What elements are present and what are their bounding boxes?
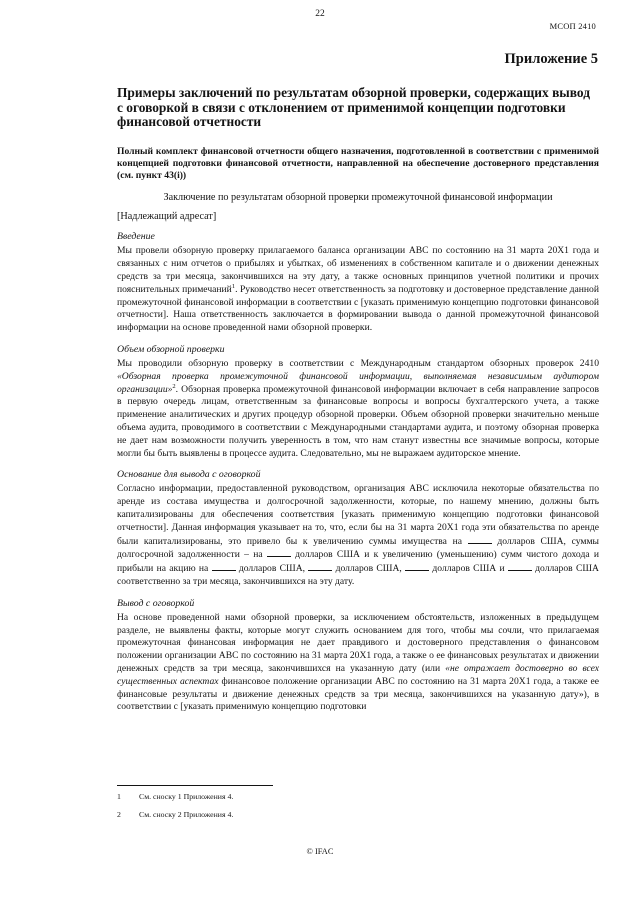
addressee: [Надлежащий адресат] [117,211,217,223]
report-title: Заключение по результатам обзорной проверки промежуточной финансовой информации [163,192,553,204]
document-title: Примеры заключений по результатам обзорной проверки, содержащих вывод с оговоркой в связи с отклонением от применимой концепции подготовки финансовой отчетности [117,85,590,130]
copyright-notice: © IFAC [306,847,334,856]
basis-paragraph: Согласно информации, предоставленной руководством, организация АВС исключила некоторые обязательства по аренде из состава имущества и долгосрочной задолженности, которые, по нашему мнению, должны быть капитализированы для обеспечения соответствия [указать применимую концепцию подготовки финансовой отчетности]. Данная информация указывает на то, что, если бы на 31 марта 20Х1 года эти обязательства по аренде были капитализированы, это привело бы к увеличению суммы имущества на долларов США, суммы долгосрочной задолженности – на долларов США и к увеличению (уменьшению) сумм чистого дохода и прибыли на акцию на долларов США, долларов США, долларов США и долларов США соответственно за три месяца, закончившихся на эту дату. [117,483,599,587]
blank-field[interactable] [468,535,492,544]
page-number: 22 [315,9,325,19]
document-subtitle: Полный комплект финансовой отчетности общего назначения, подготовленной в соответствии с применимой концепцией подготовки финансовой отчетности, направленной на обеспечение достоверного представления (см. пункт 43(i)) [117,145,599,182]
section-heading-basis: Основание для вывода с оговоркой [117,469,261,481]
footnote-divider [117,785,273,786]
introduction-paragraph: Мы провели обзорную проверку прилагаемого баланса организации АВС по состоянию на 31 марта 20Х1 года и связанных с ним отчетов о прибылях и убытках, об изменениях в собственном капитале и о движении денежных средств за три месяца, закончившихся на эту дату, а также основных принципов учетной политики и прочих пояснительных примечаний$^1$. Руководство несет ответственность за подготовку и достоверное представление данной промежуточной финансовой информации в соответствии с [указать применимую концепцию подготовки финансовой отчетности]. Наша ответственность заключается в формировании вывода о данной промежуточной финансовой информации на основе проведенной нами обзорной проверки. [117,245,599,334]
section-heading-conclusion: Вывод с оговоркой [117,597,195,609]
appendix-label: Приложение 5 [504,51,598,67]
section-heading-scope: Объем обзорной проверки [117,343,225,355]
conclusion-paragraph: На основе проведенной нами обзорной проверки, за исключением обстоятельств, изложенных в предыдущем разделе, не выявлены факты, которые могут служить основанием для того, чтобы мы сочли, что прилагаемая промежуточная финансовая информация не дает правдивого и достоверного представления о финансовом положении организации АВС по состоянию на 31 марта 20Х1 года, а также о ее финансовых результатах и движении денежных средств за три месяца, закончившихся на указанную дату (или «не отражает достоверно во всех существенных аспектах финансовое положение организации АВС по состоянию на 31 марта 20Х1 года, а также ее финансовые результаты и движение денежных средств за три месяца, закончившихся на указанную дату»), в соответствии с [указать применимую концепцию подготовки [117,611,600,713]
scope-paragraph: Мы проводили обзорную проверку в соответствии с Международным стандартом обзорных проверок 2410 «Обзорная проверка промежуточной финансовой информации, выполняемая независимым аудитором организации»$^2$. Обзорная проверка промежуточной финансовой информации включает в себя направление запросов в первую очередь лицам, ответственным за финансовые вопросы и вопросы бухгалтерского учета, а также применение аналитических и других процедур обзорной проверки. Объем обзорной проверки значительно меньше объема аудита, проводимого в соответствии с Международными стандартами аудита, и поэтому обзорная проверка не дает нам возможности получить уверенность в том, что нам станут известны все значимые вопросы, которые могли бы быть выявлены в процессе аудита. Следовательно, мы не выражаем аудиторское мнение. [117,357,599,459]
footnote-1: 1 См. сноску 1 Приложения 4. [117,792,234,801]
document-body [117,86,599,723]
blank-field[interactable] [508,562,532,571]
document-code: МСОП 2410 [549,21,596,31]
blank-field[interactable] [267,548,291,557]
footnote-ref-2[interactable]: 2 [172,382,176,390]
footnote-2: 2 См. сноску 2 Приложения 4. [117,810,234,819]
blank-field[interactable] [308,562,332,571]
blank-field[interactable] [405,562,429,571]
footnote-ref-1[interactable]: 1 [231,282,236,290]
blank-field[interactable] [212,562,236,571]
section-heading-introduction: Введение [117,231,155,243]
